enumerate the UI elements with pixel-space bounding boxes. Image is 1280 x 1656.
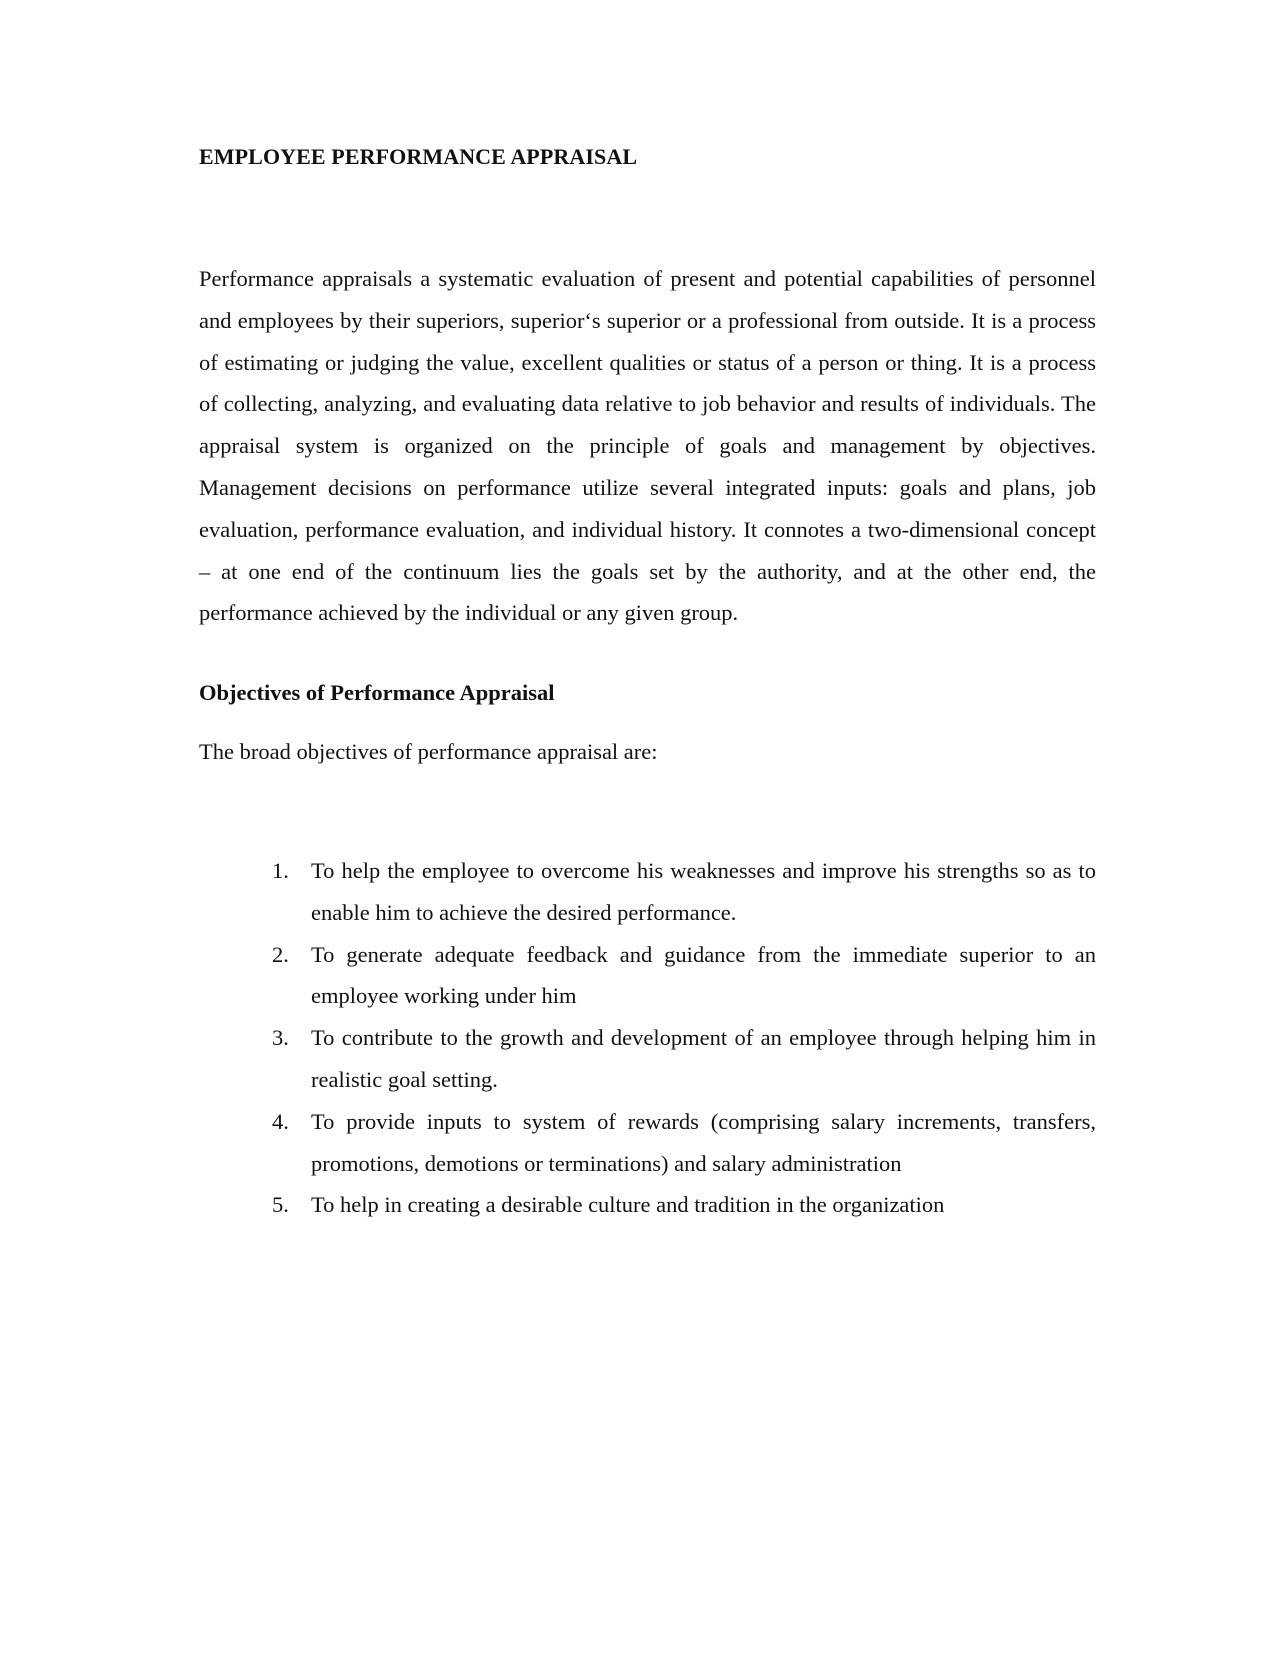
- objective-number-3: 3.: [272, 1025, 289, 1051]
- objective-text-3: To contribute to the growth and development of an employee through helping him in realistic goal setting.: [311, 1025, 1096, 1092]
- objective-item-1: [272, 850, 1096, 934]
- objectives-list: [272, 850, 1096, 1226]
- objective-item-5: [272, 1184, 1096, 1226]
- objective-number-5: 5.: [272, 1192, 289, 1218]
- objective-text-2: To generate adequate feedback and guidance from the immediate superior to an employee working under him: [311, 941, 1096, 1009]
- objective-text-1: To help the employee to overcome his weaknesses and improve his strengths so as to enable him to achieve the desired performance.: [311, 858, 1096, 925]
- objective-number-2: 2.: [272, 941, 289, 967]
- objective-item-2: [272, 934, 1096, 1018]
- document-title: EMPLOYEE PERFORMANCE APPRAISAL: [199, 144, 638, 169]
- introduction-paragraph: Performance appraisals a systematic evaluation of present and potential capabilities of personnel and employees by their superiors, superior‘s superior or a professional from outside. It is a process of estimating or judging the value, excellent qualities or status of a person or thing. It is a process of collecting, analyzing, and evaluating data relative to job behavior and results of individuals. The appraisal system is organized on the principle of goals and management by objectives. Management decisions on performance utilize several integrated inputs: goals and plans, job evaluation, performance evaluation, and individual history. It connotes a two-dimensional concept – at one end of the continuum lies the goals set by the authority, and at the other end, the performance achieved by the individual or any given group.: [199, 266, 1096, 626]
- objectives-heading: Objectives of Performance Appraisal: [199, 680, 555, 705]
- objective-text-4: To provide inputs to system of rewards (comprising salary increments, transfers, promotions, demotions or terminations) and salary administration: [311, 1108, 1096, 1176]
- objective-item-4: [272, 1101, 1096, 1185]
- objective-item-3: [272, 1017, 1096, 1101]
- objective-number-4: 4.: [272, 1108, 289, 1134]
- objective-number-1: 1.: [272, 858, 289, 883]
- objectives-lead-sentence: The broad objectives of performance appraisal are:: [199, 739, 658, 764]
- objective-text-5: To help in creating a desirable culture and tradition in the organization: [311, 1192, 945, 1218]
